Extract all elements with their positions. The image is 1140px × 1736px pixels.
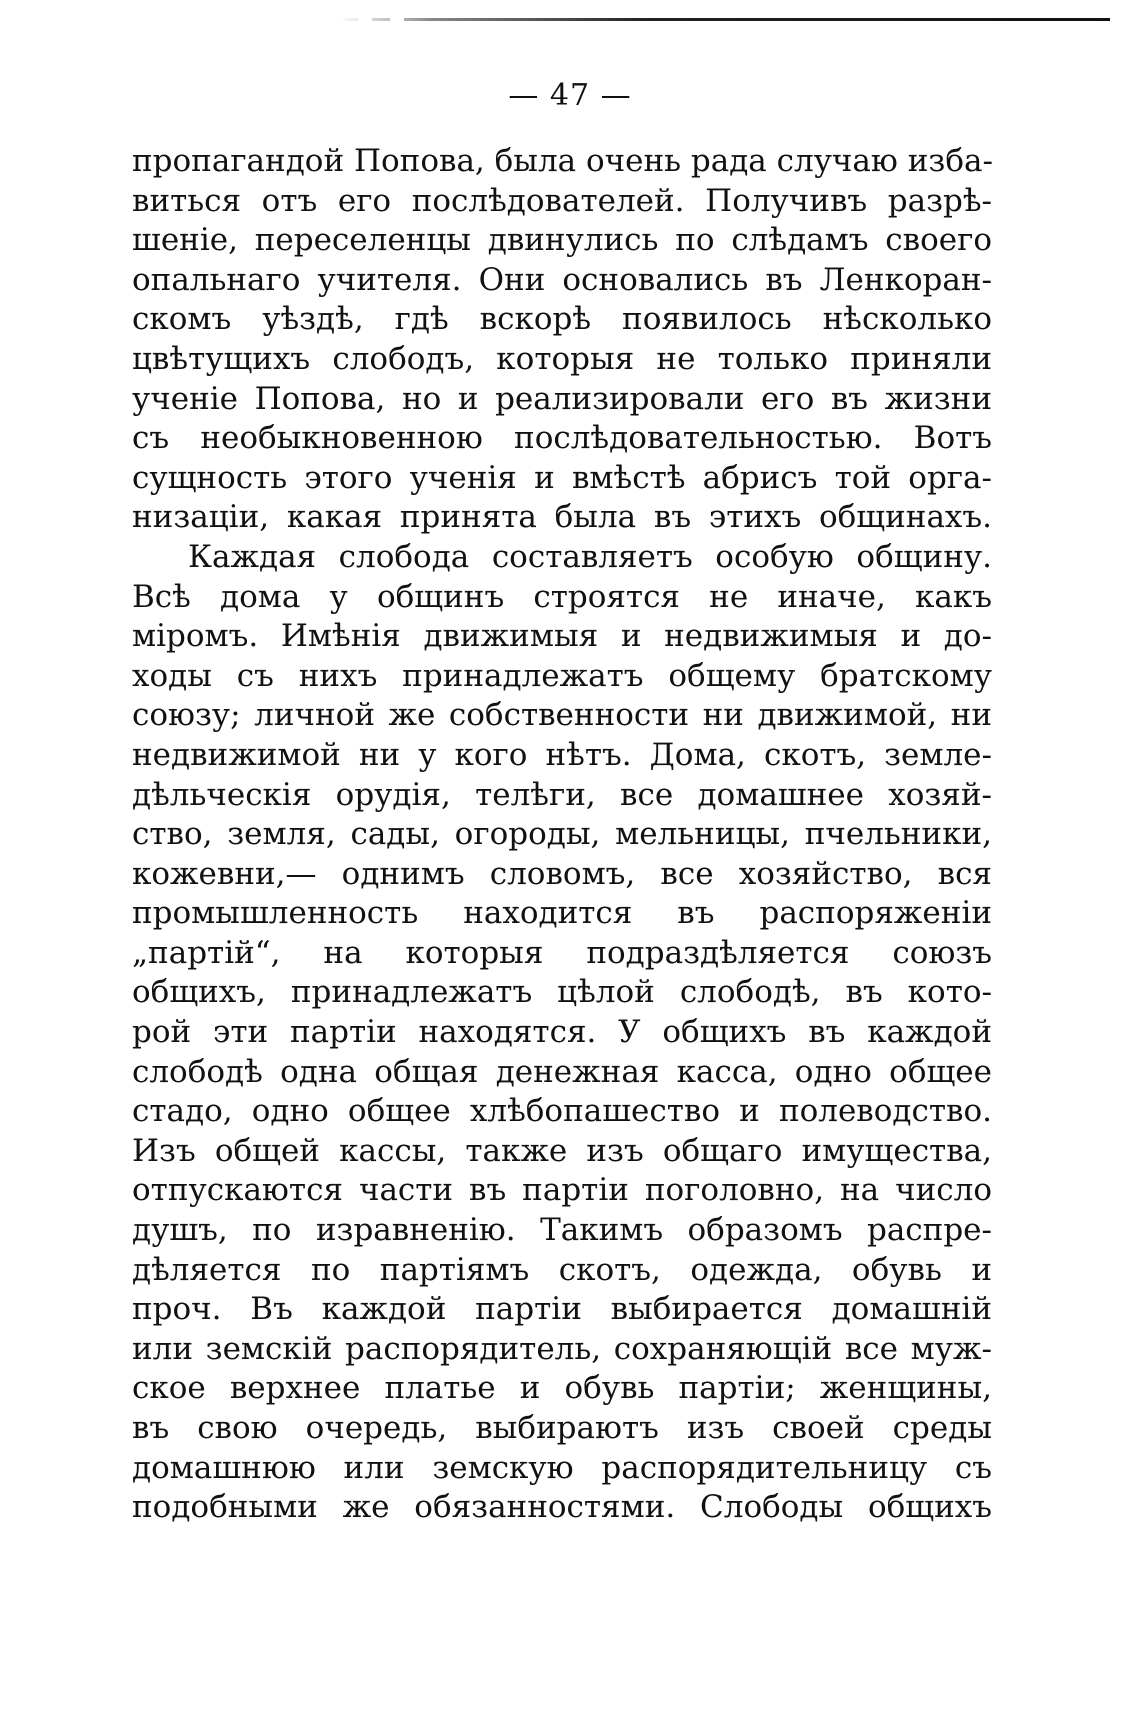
text-line: подобными же обязанностями. Слободы общихъ: [132, 1489, 992, 1526]
text-line: міромъ. Имѣнія движимыя и недвижимыя и до-: [132, 618, 992, 655]
text-line: промышленность находится въ распоряженіи: [132, 895, 992, 932]
text-line: союзу; личной же собственности ни движимой, ни: [132, 697, 992, 734]
text-line: недвижимой ни у кого нѣтъ. Дома, скотъ, земле-: [132, 736, 992, 773]
text-line: ское верхнее платье и обувь партіи; женщины,: [132, 1370, 992, 1407]
text-line: дѣляется по партіямъ скотъ, одежда, обувь и: [132, 1251, 992, 1288]
text-line: ученіе Попова, но и реализировали его въ жизни: [132, 380, 992, 417]
text-line: душъ, по изравненію. Такимъ образомъ распре-: [132, 1212, 992, 1249]
text-line: пропагандой Попова, была очень рада случаю изба-: [132, 143, 993, 179]
top-rule: [340, 18, 1110, 21]
text-line: цвѣтущихъ слободъ, которыя не только приняли: [132, 340, 992, 377]
text-line: опальнаго учителя. Они основались въ Ленкоран-: [132, 261, 992, 298]
text-line: сущность этого ученія и вмѣстѣ абрисъ той орга-: [132, 459, 992, 496]
text-line: съ необыкновенною послѣдовательностью. Вотъ: [132, 420, 992, 457]
page-number: — 47 —: [508, 78, 632, 113]
text-line: стадо, одно общее хлѣбопашество и полеводство.: [132, 1093, 992, 1130]
text-line: Изъ общей кассы, также изъ общаго имущества,: [132, 1132, 992, 1169]
text-line: общихъ, принадлежатъ цѣлой слободѣ, въ кото-: [132, 974, 992, 1011]
text-line: рой эти партіи находятся. У общихъ въ каждой: [132, 1014, 992, 1051]
text-line: ходы съ нихъ принадлежатъ общему братскому: [132, 657, 992, 694]
text-line: домашнюю или земскую распорядительницу съ: [132, 1449, 992, 1486]
text-line: Каждая слобода составляетъ особую общину.: [188, 538, 992, 575]
text-line: ство, земля, сады, огороды, мельницы, пчельники,: [132, 816, 992, 853]
text-line: скомъ уѣздѣ, гдѣ вскорѣ появилось нѣсколько: [132, 301, 992, 338]
text-line: кожевни,— однимъ словомъ, все хозяйство, вся: [132, 855, 992, 892]
text-line: дѣльческія орудія, телѣги, все домашнее хозяй-: [132, 776, 992, 813]
text-line: въ свою очередь, выбираютъ изъ своей среды: [132, 1410, 992, 1446]
text-line: Всѣ дома у общинъ строятся не иначе, какъ: [132, 578, 992, 615]
text-line: виться отъ его послѣдователей. Получивъ разрѣ-: [132, 182, 992, 219]
text-line: отпускаются части въ партіи поголовно, на число: [132, 1172, 992, 1209]
text-line: слободѣ одна общая денежная касса, одно общее: [132, 1053, 992, 1090]
text-line: низаціи, какая принята была въ этихъ общинахъ.: [132, 499, 992, 536]
text-line: или земскій распорядитель, сохраняющій все муж-: [132, 1330, 992, 1367]
text-line: проч. Въ каждой партіи выбирается домашній: [132, 1291, 992, 1328]
text-line: „партій“, на которыя подраздѣляется союзъ: [132, 934, 992, 971]
body-text: [132, 142, 992, 1528]
text-line: шеніе, переселенцы двинулись по слѣдамъ своего: [132, 222, 992, 259]
